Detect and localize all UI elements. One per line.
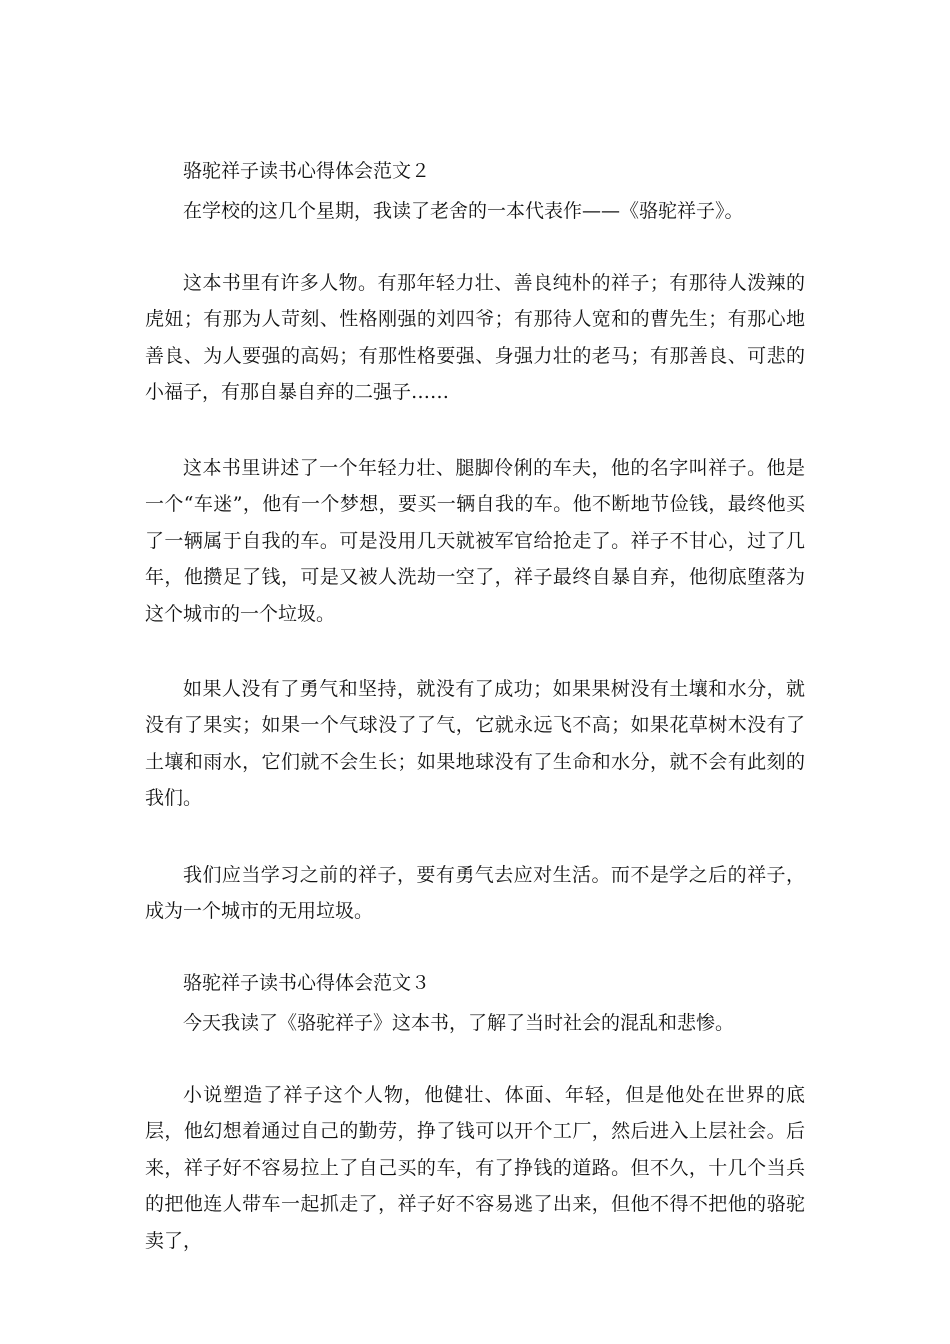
section-3-paragraph-1: 小说塑造了祥子这个人物，他健壮、体面、年轻，但是他处在世界的底层，他幻想着通过自己的勤劳，挣了钱可以开个工厂，然后进入上层社会。后来，祥子好不容易拉上了自己买的车，有了挣钱的道路。但不久，十几个当兵的把他连人带车一起抓走了，祥子好不容易逃了出来，但他不得不把他的骆驼卖了， [145, 1084, 805, 1252]
section-2-heading: 骆驼祥子读书心得体会范文２ [183, 160, 431, 182]
section-2-lead: 在学校的这几个星期，我读了老舍的一本代表作——《骆驼祥子》。 [183, 200, 744, 222]
section-2-paragraph-2: 这本书里讲述了一个年轻力壮、腿脚伶俐的车夫，他的名字叫祥子。他是一个“车迷”，他有一个梦想，要买一辆自我的车。他不断地节俭钱，最终他买了一辆属于自我的车。可是没用几天就被军官给抢走了。祥子不甘心，过了几年，他攒足了钱，可是又被人洗劫一空了，祥子最终自暴自弃，他彻底堕落为这个城市的一个垃圾。 [145, 457, 805, 625]
section-2-paragraph-1: 这本书里有许多人物。有那年轻力壮、善良纯朴的祥子；有那待人泼辣的虎妞；有那为人苛刻、性格刚强的刘四爷；有那待人宽和的曹先生；有那心地善良、为人要强的高妈；有那性格要强、身强力壮的老马；有那善良、可悲的小福子，有那自暴自弃的二强子…… [145, 272, 805, 404]
section-3-lead: 今天我读了《骆驼祥子》这本书，了解了当时社会的混乱和悲惨。 [183, 1012, 735, 1034]
section-2-paragraph-3: 如果人没有了勇气和坚持，就没有了成功；如果果树没有土壤和水分，就没有了果实；如果一个气球没了了气，它就永远飞不高；如果花草树木没有了土壤和雨水，它们就不会生长；如果地球没有了生命和水分，就不会有此刻的我们。 [145, 678, 805, 810]
section-3-heading: 骆驼祥子读书心得体会范文３ [183, 972, 431, 994]
section-2-paragraph-4: 我们应当学习之前的祥子，要有勇气去应对生活。而不是学之后的祥子，成为一个城市的无用垃圾。 [145, 864, 805, 923]
